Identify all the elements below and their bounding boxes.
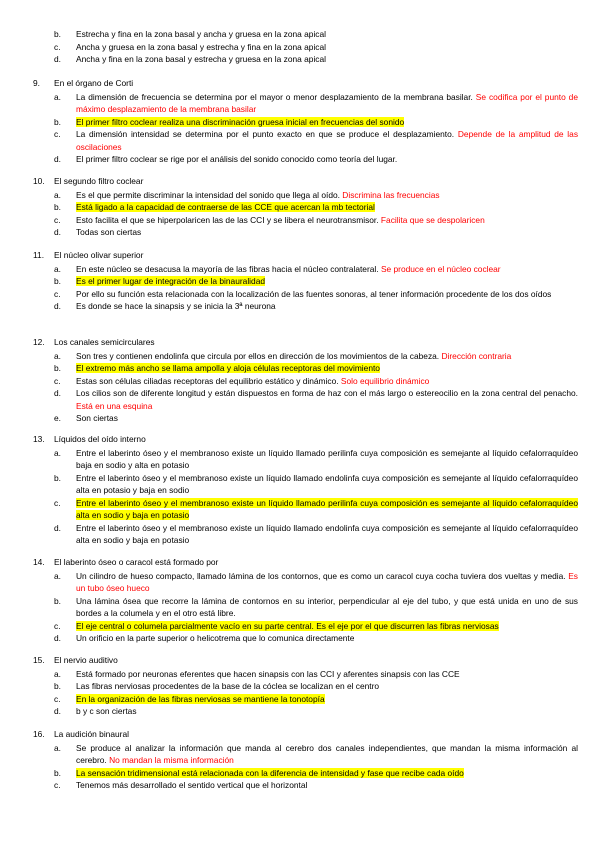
question-block (33, 175, 578, 239)
option-text: Entre el laberinto óseo y el membranoso existe un líquido llamado endolinfa cuya composición es semejante al líquido cefalorraquídeo alta en potasio y baja en sodio (76, 472, 578, 495)
correction-note: Depende de la amplitud de las oscilaciones (76, 129, 579, 152)
correction-note: Se codifica por el punto de máximo desplazamiento de la membrana basilar (76, 91, 578, 114)
option-letter: d. (54, 54, 61, 64)
options-list (33, 91, 578, 166)
answer-option (54, 116, 578, 129)
question-number: 10. (33, 176, 45, 186)
answer-option (54, 153, 578, 166)
answer-option (54, 632, 578, 645)
option-text: Las fibras nerviosas procedentes de la base de la cóclea se localizan en el centro (76, 681, 380, 691)
option-text: La dimensión intensidad se determina por el punto exacto en que se produce el desplazamiento. (76, 129, 455, 139)
options-list (33, 668, 578, 718)
option-text: Está formado por neuronas eferentes que hacen sinapsis con las CCI y aferentes sinapsis con las CCE (76, 668, 460, 679)
option-letter: b. (54, 681, 61, 691)
option-text: El primer filtro coclear se rige por el análisis del sonido conocido como teoría del lugar. (76, 154, 398, 164)
options-list (33, 570, 578, 645)
option-text: Entre el laberinto óseo y el membranoso existe un líquido llamado perilinfa cuya composición es semejante al líquido cefalorraquídeo baja en sodio y alta en potasio (76, 447, 578, 470)
answer-option (54, 214, 578, 227)
question-title (33, 728, 578, 741)
question-title (33, 433, 578, 446)
answer-option (54, 53, 578, 66)
answer-option (54, 779, 578, 792)
option-text: Un orificio en la parte superior o helicotrema que lo comunica directamente (76, 633, 355, 643)
option-text: El eje central o columela parcialmente vacío en su parte central. Es el eje por el que discurren las fibras nerviosas (76, 620, 499, 631)
option-letter: d. (54, 154, 61, 164)
option-letter: c. (54, 214, 61, 225)
question-title (33, 654, 578, 667)
answer-option (54, 201, 578, 214)
question-block (33, 77, 578, 166)
option-text: Es el primer lugar de integración de la binauralidad (76, 276, 266, 286)
options-list (33, 447, 578, 547)
option-text: La dimensión de frecuencia se determina por el mayor o menor desplazamiento de la membrana basilar. (76, 91, 473, 102)
option-letter: b. (54, 276, 61, 286)
correction-note: No mandan la misma información (109, 755, 234, 765)
option-letter: d. (54, 706, 61, 716)
question-block (33, 654, 578, 718)
question-title (33, 77, 578, 90)
answer-option (54, 472, 578, 497)
option-letter: c. (54, 375, 61, 386)
option-text: Son tres y contienen endolinfa que circula por ellos en dirección de los movimientos de la cabeza. (76, 350, 440, 361)
correction-note: Se produce en el núcleo coclear (380, 263, 501, 274)
question-number: 9. (33, 78, 40, 88)
question-text: La audición binaural (54, 729, 129, 739)
option-letter: e. (54, 413, 61, 423)
question-text: El segundo filtro coclear (54, 176, 144, 186)
option-text: Entre el laberinto óseo y el membranoso existe un líquido llamado endolinfa cuya composición es semejante al líquido cefalorraquídeo alta en sodio y baja en potasio (76, 522, 578, 545)
option-letter: a. (54, 91, 61, 102)
option-text: La sensación tridimensional está relacionada con la diferencia de intensidad y fase que recibe cada oído (76, 767, 464, 778)
option-letter: a. (54, 263, 61, 274)
answer-option (54, 570, 578, 595)
answer-option (54, 387, 578, 412)
option-letter: d. (54, 227, 61, 237)
option-letter: a. (54, 189, 61, 200)
answer-option (54, 226, 578, 239)
option-text: Ancha y gruesa en la zona basal y estrecha y fina en la zona apical (76, 41, 327, 52)
option-text: El extremo más ancho se llama ampolla y aloja células receptoras del movimiento (76, 363, 380, 373)
question-block (33, 728, 578, 792)
option-letter: b. (54, 595, 61, 606)
option-text: Es donde se hace la sinapsis y se inicia la 3ª neurona (76, 301, 276, 311)
option-letter: d. (54, 633, 61, 643)
answer-option (54, 350, 578, 363)
option-letter: b. (54, 29, 61, 39)
answer-option (54, 128, 578, 153)
answer-option (54, 693, 578, 706)
option-letter: a. (54, 742, 61, 753)
options-list (33, 263, 578, 313)
question-number: 13. (33, 434, 45, 444)
question-text: El núcleo olivar superior (54, 250, 144, 260)
answer-option (54, 497, 578, 522)
answer-option (54, 447, 578, 472)
answer-option (54, 288, 578, 301)
option-letter: c. (54, 780, 61, 790)
options-list (33, 742, 578, 792)
correction-note: Facilita que se despolaricen (380, 214, 485, 225)
answer-option (54, 412, 578, 425)
correction-note: Solo equilibrio dinámico (340, 375, 430, 386)
option-letter: d. (54, 388, 61, 398)
options-list (33, 189, 578, 239)
option-letter: c. (54, 620, 61, 631)
option-text: Estrecha y fina en la zona basal y ancha y gruesa en la zona apical (76, 29, 327, 39)
option-letter: a. (54, 350, 61, 361)
option-text: En la organización de las fibras nerviosas se mantiene la tonotopía (76, 693, 325, 704)
question-number: 11. (33, 250, 45, 260)
option-text: Todas son ciertas (76, 227, 142, 237)
question-number: 14. (33, 557, 45, 567)
correction-note: Es un tubo óseo hueco (76, 570, 578, 593)
option-letter: c. (54, 497, 61, 508)
question-title (33, 249, 578, 262)
question-block (33, 433, 578, 547)
question-title (33, 175, 578, 188)
question-block (33, 249, 578, 313)
option-text: Estas son células ciliadas receptoras del equilibrio estático y dinámico. (76, 375, 339, 386)
answer-option (54, 91, 578, 116)
option-letter: b. (54, 363, 61, 373)
answer-option (54, 263, 578, 276)
answer-option (54, 742, 578, 767)
answer-option (54, 275, 578, 288)
option-letter: b. (54, 202, 61, 212)
option-letter: c. (54, 41, 61, 52)
answer-option (54, 595, 578, 620)
option-text: Se produce al analizar la información que manda al cerebro dos canales independientes, que mandan la misma información al cerebro. (76, 742, 578, 765)
option-letter: b. (54, 472, 61, 483)
option-letter: a. (54, 570, 61, 581)
question-text: Los canales semicirculares (54, 337, 155, 347)
option-text: Es el que permite discriminar la intensidad del sonido que llega al oído. (76, 189, 340, 200)
answer-option (54, 362, 578, 375)
question-block (33, 336, 578, 425)
option-text: Entre el laberinto óseo y el membranoso existe un líquido llamado perilinfa cuya composición es semejante al líquido cefalorraquídeo alta en sodio y baja en potasio (76, 497, 578, 520)
option-text: Son ciertas (76, 413, 118, 423)
correction-note: Discrimina las frecuencias (342, 189, 440, 200)
question-block (33, 28, 578, 66)
option-text: Tenemos más desarrollado el sentido vertical que el horizontal (76, 780, 308, 790)
answer-option (54, 680, 578, 693)
option-text: Una lámina ósea que recorre la lámina de contornos en su interior, perpendicular al eje del tubo, y que está unida en uno de sus bordes a la columela y en el otro está libre. (76, 595, 578, 618)
answer-option (54, 189, 578, 202)
answer-option (54, 620, 578, 633)
option-letter: b. (54, 767, 61, 778)
question-number: 15. (33, 655, 45, 665)
option-letter: b. (54, 116, 61, 127)
question-number: 16. (33, 729, 45, 739)
options-list (33, 350, 578, 425)
option-text: Un cilindro de hueso compacto, llamado lámina de los contornos, que es como un caracol cuya cocha tuviera dos vueltas y media. (76, 570, 566, 581)
answer-option (54, 668, 578, 681)
option-text: El primer filtro coclear realiza una discriminación gruesa inicial en frecuencias del sonido (76, 116, 405, 127)
option-letter: c. (54, 693, 61, 704)
correction-note: Dirección contraria (441, 350, 512, 361)
question-title (33, 556, 578, 569)
answer-option (54, 28, 578, 41)
answer-option (54, 522, 578, 547)
question-title (33, 336, 578, 349)
answer-option (54, 41, 578, 54)
answer-option (54, 300, 578, 313)
options-list (33, 28, 578, 66)
option-letter: a. (54, 668, 61, 679)
option-text: b y c son ciertas (76, 706, 137, 716)
answer-option (54, 767, 578, 780)
question-block (33, 556, 578, 645)
option-letter: c. (54, 129, 61, 139)
option-text: Los cilios son de diferente longitud y están dispuestos en forma de haz con el más largo o estereocilio en la zona central del penacho. (76, 388, 578, 398)
option-text: En este núcleo se desacusa la mayoría de las fibras hacia el núcleo contralateral. (76, 263, 379, 274)
question-text: El nervio auditivo (54, 655, 118, 665)
option-text: Está ligado a la capacidad de contraerse de las CCE que acercan la mb tectorial (76, 202, 375, 212)
question-number: 12. (33, 337, 45, 347)
answer-option (54, 375, 578, 388)
option-text: Esto facilita el que se hiperpolaricen las de las CCI y se libera el neurotransmisor. (76, 214, 379, 225)
answer-option (54, 705, 578, 718)
option-text: Ancha y fina en la zona basal y estrecha y gruesa en la zona apical (76, 54, 327, 64)
correction-note: Está en una esquina (76, 400, 153, 411)
option-text: Por ello su función esta relacionada con la localización de las fuentes sonoras, al tener información procedente de los dos oídos (76, 288, 552, 299)
option-letter: c. (54, 288, 61, 299)
question-text: El laberinto óseo o caracol está formado por (54, 557, 219, 567)
question-text: Líquidos del oído interno (54, 434, 146, 444)
option-letter: a. (54, 447, 61, 458)
option-letter: d. (54, 301, 61, 311)
option-letter: d. (54, 522, 61, 533)
question-text: En el órgano de Corti (54, 78, 134, 88)
